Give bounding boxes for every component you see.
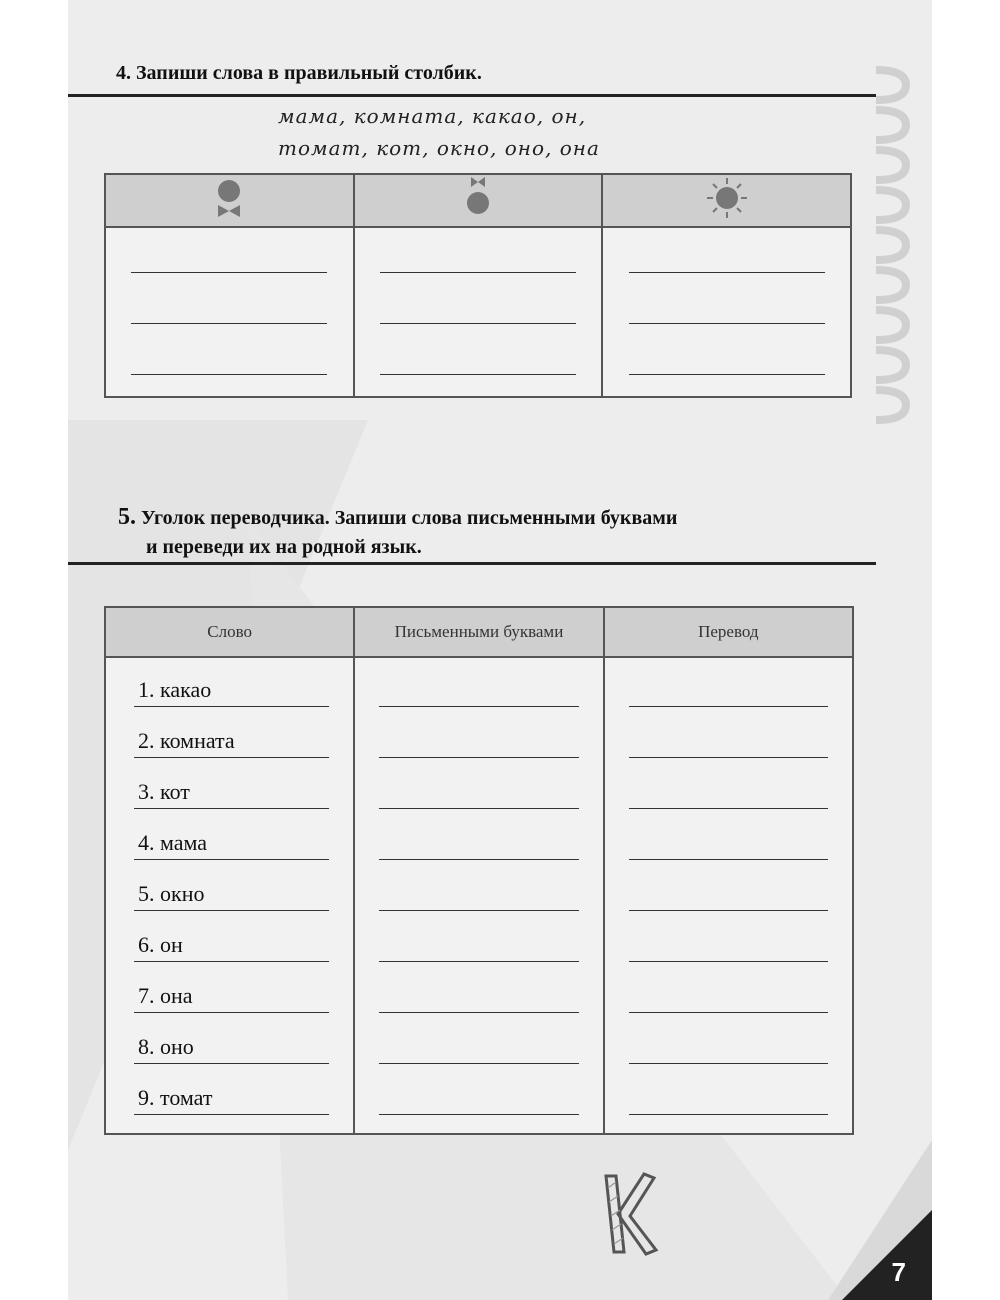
blank-line[interactable] [379, 1114, 578, 1115]
exercise-5-title-line-1: Уголок переводчика. Запиши слова письменными буквами [141, 507, 678, 529]
blank-line[interactable] [629, 757, 828, 758]
word-text: 4. мама [138, 830, 208, 855]
neuter-answer-cell[interactable] [602, 227, 851, 397]
blank-line[interactable] [629, 1063, 828, 1064]
blank-line[interactable] [629, 1012, 828, 1013]
word-row [106, 862, 353, 913]
workbook-page [68, 0, 932, 1300]
word-row [106, 1066, 353, 1117]
blank-row[interactable] [605, 1015, 852, 1066]
answer-line[interactable] [380, 228, 576, 273]
translation-column[interactable] [604, 657, 853, 1134]
blank-row[interactable] [605, 964, 852, 1015]
blank-row[interactable] [355, 1066, 602, 1117]
blank-row[interactable] [355, 709, 602, 760]
page-number: 7 [891, 1257, 906, 1287]
blank-row[interactable] [605, 811, 852, 862]
blank-row[interactable] [605, 1066, 852, 1117]
page-number-corner [842, 1210, 932, 1300]
masculine-answer-cell[interactable] [105, 227, 354, 397]
letter-k-decoration [598, 1168, 662, 1258]
answer-line[interactable] [131, 324, 327, 375]
word-text: 6. он [138, 932, 183, 957]
blank-line[interactable] [379, 859, 578, 860]
blank-row[interactable] [605, 658, 852, 709]
header-handwritten: Письменными буквами [354, 607, 603, 657]
blank-row[interactable] [355, 811, 602, 862]
blank-row[interactable] [605, 862, 852, 913]
blank-line[interactable] [629, 808, 828, 809]
answer-line[interactable] [629, 273, 825, 324]
blank-line[interactable] [379, 961, 578, 962]
word-line [134, 706, 329, 707]
exercise-5-title [118, 504, 677, 531]
blank-line[interactable] [379, 757, 578, 758]
words-column [105, 657, 354, 1134]
blank-row[interactable] [355, 862, 602, 913]
answer-line[interactable] [131, 273, 327, 324]
answer-line[interactable] [380, 273, 576, 324]
column-header-masculine [105, 174, 354, 227]
header-translation: Перевод [604, 607, 853, 657]
exercise-5-title-line-2: и переведи их на родной язык. [146, 536, 422, 558]
blank-line[interactable] [379, 1012, 578, 1013]
blank-line[interactable] [629, 1114, 828, 1115]
exercise-4-title: 4. Запиши слова в правильный столбик. [116, 62, 482, 84]
blank-row[interactable] [605, 913, 852, 964]
translator-table [104, 606, 854, 1135]
word-row [106, 964, 353, 1015]
spiral-binding-decoration [866, 60, 926, 440]
handwritten-column[interactable] [354, 657, 603, 1134]
word-row [106, 760, 353, 811]
word-text: 5. окно [138, 881, 205, 906]
blank-row[interactable] [605, 709, 852, 760]
word-text: 7. она [138, 983, 193, 1008]
word-list-line-2: томат, кот, окно, оно, она [278, 136, 600, 160]
column-header-feminine [354, 174, 603, 227]
masculine-icon [209, 175, 249, 221]
blank-line[interactable] [379, 910, 578, 911]
word-text: 8. оно [138, 1034, 194, 1059]
exercise-4-rule [68, 94, 876, 97]
blank-line[interactable] [379, 808, 578, 809]
answer-line[interactable] [380, 324, 576, 375]
gender-sort-table [104, 173, 852, 398]
word-line [134, 1063, 329, 1064]
word-line [134, 1012, 329, 1013]
exercise-5-number: 5. [118, 504, 136, 530]
feminine-icon [458, 175, 498, 221]
answer-line[interactable] [131, 228, 327, 273]
blank-row[interactable] [355, 1015, 602, 1066]
neuter-sun-icon [704, 175, 750, 221]
word-line [134, 757, 329, 758]
blank-row[interactable] [355, 913, 602, 964]
feminine-answer-cell[interactable] [354, 227, 603, 397]
blank-line[interactable] [379, 1063, 578, 1064]
word-text: 9. томат [138, 1085, 213, 1110]
blank-row[interactable] [605, 760, 852, 811]
blank-line[interactable] [629, 961, 828, 962]
word-line [134, 859, 329, 860]
word-row [106, 811, 353, 862]
word-list-line-1: мама, комната, какао, он, [278, 104, 587, 128]
word-row [106, 658, 353, 709]
column-header-neuter [602, 174, 851, 227]
blank-row[interactable] [355, 964, 602, 1015]
answer-line[interactable] [629, 228, 825, 273]
letter-k-text: К [626, 1228, 627, 1229]
word-text: 2. комната [138, 728, 235, 753]
blank-line[interactable] [629, 706, 828, 707]
exercise-5-rule [68, 562, 876, 565]
header-word: Слово [105, 607, 354, 657]
word-row [106, 1015, 353, 1066]
word-text: 1. какао [138, 677, 212, 702]
answer-line[interactable] [629, 324, 825, 375]
blank-line[interactable] [629, 859, 828, 860]
blank-line[interactable] [629, 910, 828, 911]
blank-row[interactable] [355, 760, 602, 811]
word-row [106, 913, 353, 964]
word-line [134, 808, 329, 809]
word-row [106, 709, 353, 760]
word-text: 3. кот [138, 779, 190, 804]
blank-row[interactable] [355, 658, 602, 709]
word-line [134, 1114, 329, 1115]
blank-line[interactable] [379, 706, 578, 707]
word-line [134, 961, 329, 962]
word-line [134, 910, 329, 911]
